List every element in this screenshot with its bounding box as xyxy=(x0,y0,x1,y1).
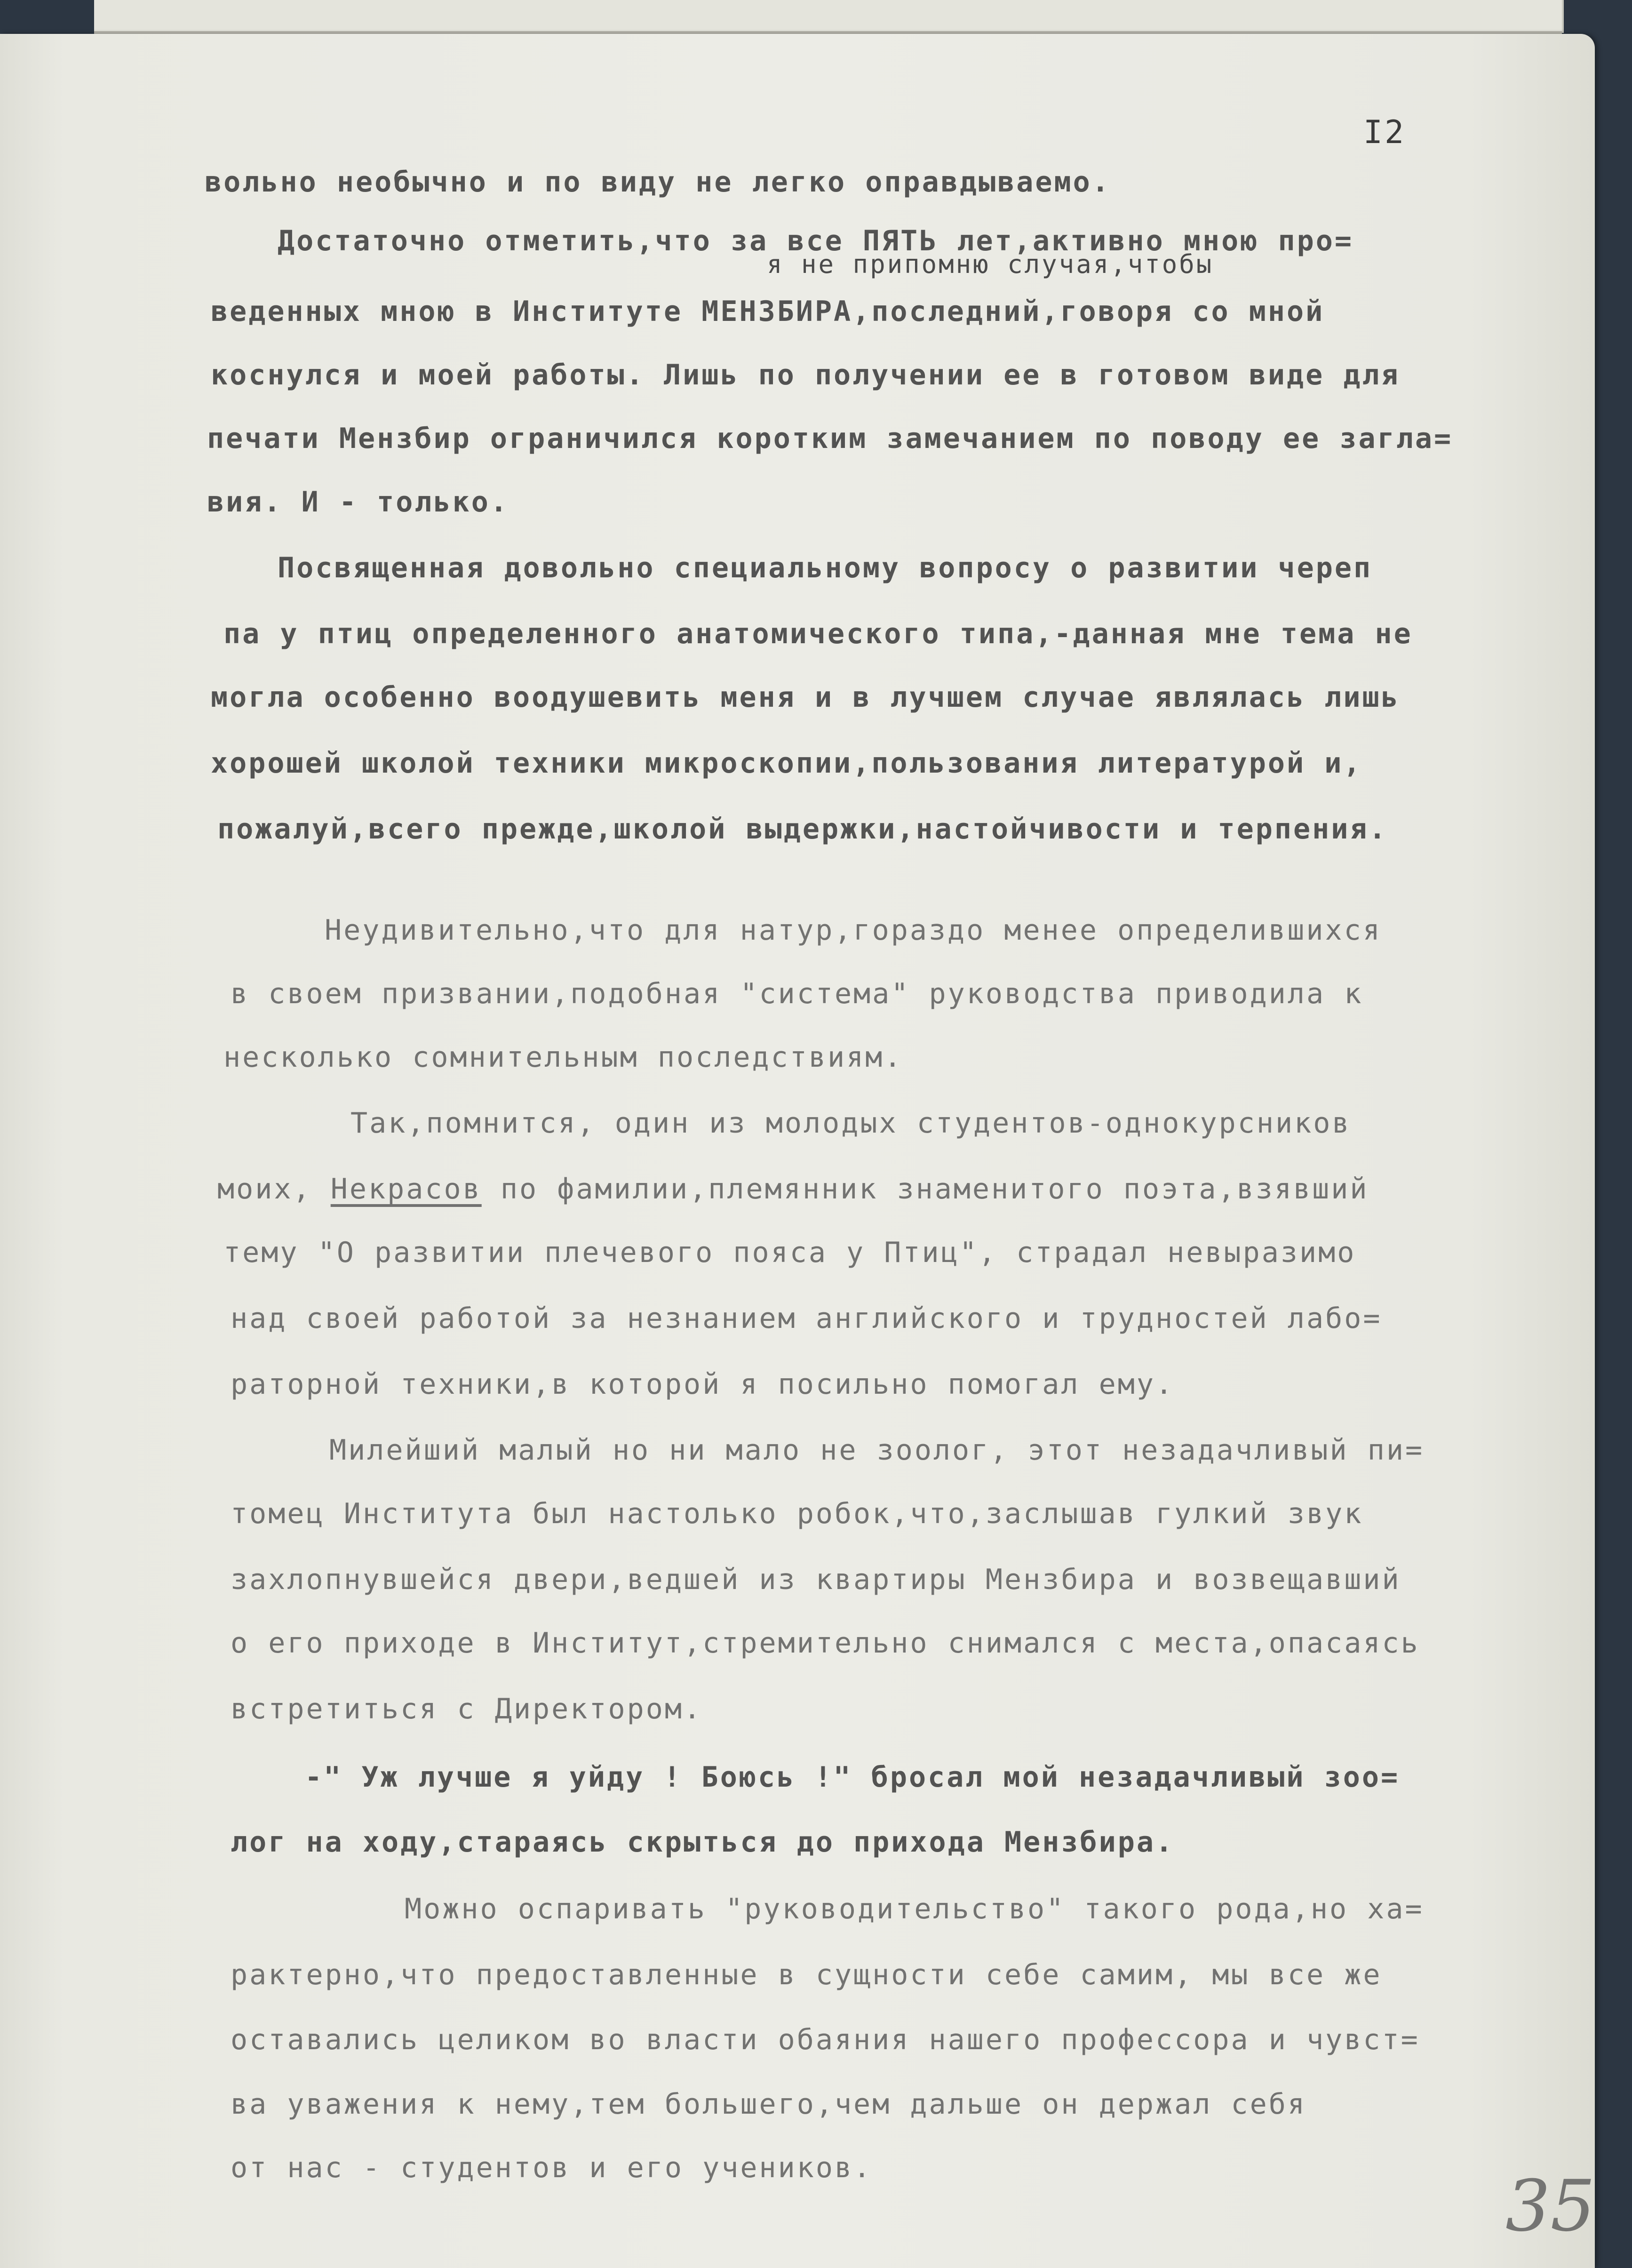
text-line: о его приходе в Институт,стремительно снимался с места,опасаясь xyxy=(231,1627,1420,1660)
text-line: Неудивительно,что для натур,гораздо менее определившихся xyxy=(325,914,1382,947)
underlying-sheet xyxy=(94,0,1564,33)
text-line: Можно оспаривать "руководительство" такого рода,но ха= xyxy=(405,1893,1424,1925)
text-line: оставались целиком во власти обаяния нашего профессора и чувст= xyxy=(231,2023,1420,2056)
text-line: могла особенно воодушевить меня и в лучшем случае являлась лишь xyxy=(211,681,1400,714)
text-line: веденных мною в Институте МЕНЗБИРА,последний,говоря со мной xyxy=(211,295,1325,328)
text-line: печати Мензбир ограничился коротким замечанием по поводу ее загла= xyxy=(207,422,1453,455)
typewritten-page xyxy=(0,34,1595,2268)
text-line: от нас - студентов и его учеников. xyxy=(231,2151,873,2184)
text-line: над своей работой за незнанием английского и трудностей лабо= xyxy=(231,1302,1382,1335)
text-line: хорошей школой техники микроскопии,пользования литературой и, xyxy=(211,747,1362,780)
text-fragment: по фамилии,племянник знаменитого поэта,взявший xyxy=(481,1173,1369,1206)
underlined-surname: Некрасов xyxy=(330,1173,482,1206)
text-line: -" Уж лучше я уйду ! Боюсь !" бросал мой незадачливый зоо= xyxy=(305,1761,1400,1794)
text-line-with-name xyxy=(217,1173,1369,1206)
text-line: Так,помнится, один из молодых студентов-однокурсников xyxy=(350,1107,1351,1140)
text-line: ва уважения к нему,тем большего,чем дальше он держал себя xyxy=(231,2088,1307,2121)
text-line: захлопнувшейся двери,ведшей из квартиры Мензбира и возвещавший xyxy=(231,1563,1401,1596)
page-number: I2 xyxy=(1363,114,1406,151)
text-line: Достаточно отметить,что за все ПЯТЬ лет,активно мною про= xyxy=(278,224,1354,257)
handwritten-insert: я не припомню случая,чтобы xyxy=(767,249,1214,279)
text-line: коснулся и моей работы. Лишь по получении ее в готовом виде для xyxy=(211,359,1400,391)
text-line: рактерно,что предоставленные в сущности себе самим, мы все же xyxy=(231,1958,1382,1991)
text-line: Посвященная довольно специальному вопросу о развитии череп xyxy=(278,551,1373,584)
text-line: несколько сомнительным последствиям. xyxy=(223,1041,903,1074)
text-line: вольно необычно и по виду не легко оправдываемо. xyxy=(205,166,1111,199)
text-line: томец Института был настолько робок,что,заслышав гулкий звук xyxy=(231,1497,1363,1530)
text-line: встретиться с Директором. xyxy=(231,1693,703,1725)
text-line: вия. И - только. xyxy=(207,486,509,519)
text-line: Милейший малый но ни мало не зоолог, этот незадачливый пи= xyxy=(329,1434,1425,1467)
text-line: в своем призвании,подобная "система" руководства приводила к xyxy=(231,977,1363,1010)
text-fragment: моих, xyxy=(217,1173,331,1206)
text-line: па у птиц определенного анатомического типа,-данная мне тема не xyxy=(223,617,1413,650)
text-line: лог на ходу,стараясь скрыться до прихода Мензбира. xyxy=(231,1826,1175,1859)
text-line: пожалуй,всего прежде,школой выдержки,настойчивости и терпения. xyxy=(217,813,1388,846)
archive-page-number: 35 xyxy=(1505,2165,1595,2247)
text-line: тему "О развитии плечевого пояса у Птиц", страдал невыразимо xyxy=(223,1236,1356,1269)
text-line: раторной техники,в которой я посильно помогал ему. xyxy=(231,1368,1175,1401)
